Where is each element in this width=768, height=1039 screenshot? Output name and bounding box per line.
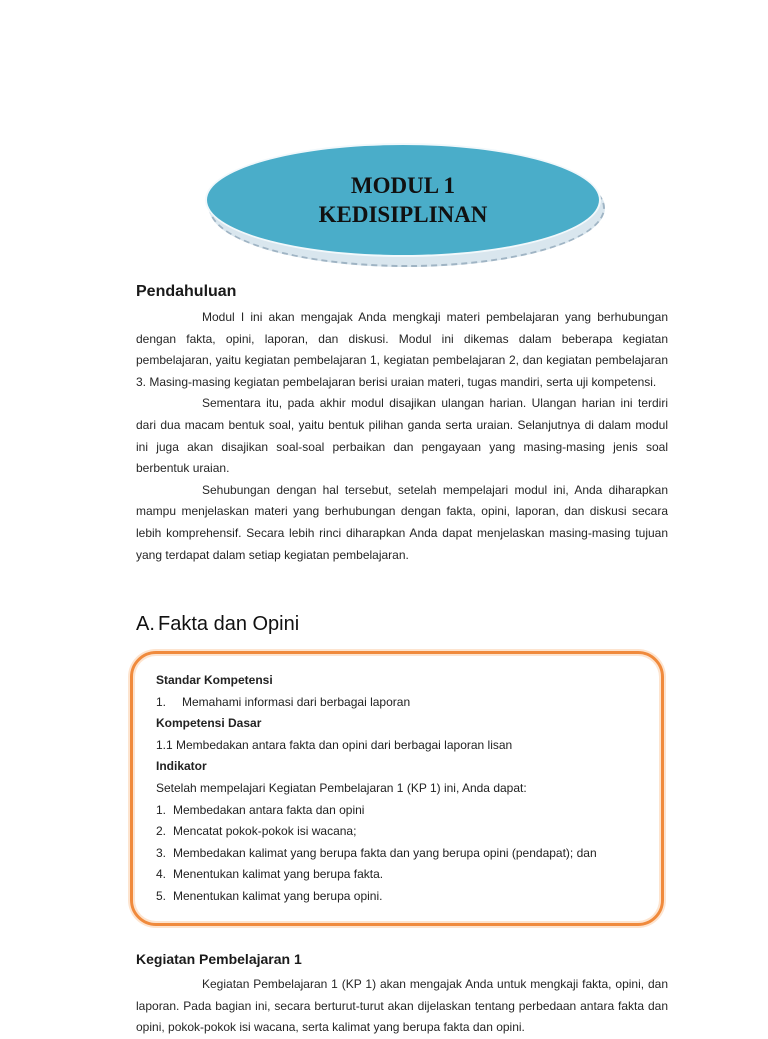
item-number: 1.1 (156, 737, 173, 752)
intro-paragraph: Sementara itu, pada akhir modul disajikan ulangan harian. Ulangan harian ini terdiri dari dua macam bentuk soal, yaitu bentuk pilihan ganda serta uraian. Selanjutnya di dalam modul ini juga akan disajikan soal-soal perbaikan dan pengayaan yang masing-masing jenis soal berbentuk uraian. (136, 396, 668, 476)
module-title-banner (205, 143, 603, 265)
indicator-item (156, 886, 656, 908)
indicator-item (156, 843, 656, 865)
intro-paragraph: Sehubungan dengan hal tersebut, setelah mempelajari modul ini, Anda diharapkan mampu menjelaskan materi yang berhubungan dengan fakta, opini, laporan, dan diskusi secara lebih komprehensif. Secara lebih rinci diharapkan Anda dapat menjelaskan masing-masing tujuan yang terdapat dalam setiap kegiatan pembelajaran. (136, 482, 668, 562)
item-text: Membedakan kalimat yang berupa fakta dan yang berupa opini (pendapat); dan (173, 845, 597, 860)
section-heading (136, 613, 299, 636)
module-title: KEDISIPLINAN (318, 202, 488, 227)
item-number: 1. (156, 694, 167, 709)
section-title: Fakta dan Opini (158, 613, 300, 635)
item-number: 5. (156, 888, 167, 903)
item-text: Membedakan antara fakta dan opini dari berbagai laporan lisan (176, 737, 513, 752)
item-text: Menentukan kalimat yang berupa fakta. (173, 867, 384, 882)
indicator-intro: Setelah mempelajari Kegiatan Pembelajaran 1 (KP 1) ini, Anda dapat: (156, 780, 527, 795)
intro-paragraph: Modul I ini akan mengajak Anda mengkaji materi pembelajaran yang berhubungan dengan fakta, opini, laporan, dan diskusi. Modul ini dikemas dalam beberapa kegiatan pembelajaran, yaitu kegiatan pembelajaran 1, kegiatan pembelajaran 2, dan kegiatan pembelajaran 3. Masing-masing kegiatan pembelajaran berisi uraian materi, tugas mandiri, serta uji kompetensi. (136, 310, 668, 389)
item-number: 1. (156, 802, 167, 817)
basic-competency-label: Kompetensi Dasar (156, 716, 262, 731)
intro-heading: Pendahuluan (136, 283, 237, 300)
activity-heading: Kegiatan Pembelajaran 1 (136, 951, 302, 967)
competency-content (156, 670, 656, 908)
indicator-item (156, 800, 656, 822)
indicator-item (156, 821, 656, 843)
intro-body (136, 307, 668, 566)
item-text: Memahami informasi dari berbagai laporan (182, 694, 411, 709)
item-text: Mencatat pokok-pokok isi wacana; (173, 824, 357, 839)
activity-body (136, 974, 668, 1039)
item-text: Menentukan kalimat yang berupa opini. (173, 888, 383, 903)
module-number: MODUL 1 (350, 173, 456, 198)
basic-competency-item (156, 735, 656, 757)
indicator-label: Indikator (156, 759, 207, 774)
item-number: 3. (156, 845, 167, 860)
activity-paragraph: Kegiatan Pembelajaran 1 (KP 1) akan mengajak Anda untuk mengkaji fakta, opini, dan laporan. Pada bagian ini, secara berturut-turut akan dijelaskan tentang perbedaan antara fakta dan opini, pokok-pokok isi wacana, serta kalimat yang berupa fakta dan opini. (136, 977, 668, 1035)
item-number: 2. (156, 824, 167, 839)
item-text: Membedakan antara fakta dan opini (173, 802, 365, 817)
standard-competency-label: Standar Kompetensi (156, 673, 273, 687)
indicator-item (156, 864, 656, 886)
item-number: 4. (156, 867, 167, 882)
section-number: A. (136, 613, 155, 635)
standard-competency-item (156, 692, 656, 714)
banner-oval (205, 143, 601, 257)
